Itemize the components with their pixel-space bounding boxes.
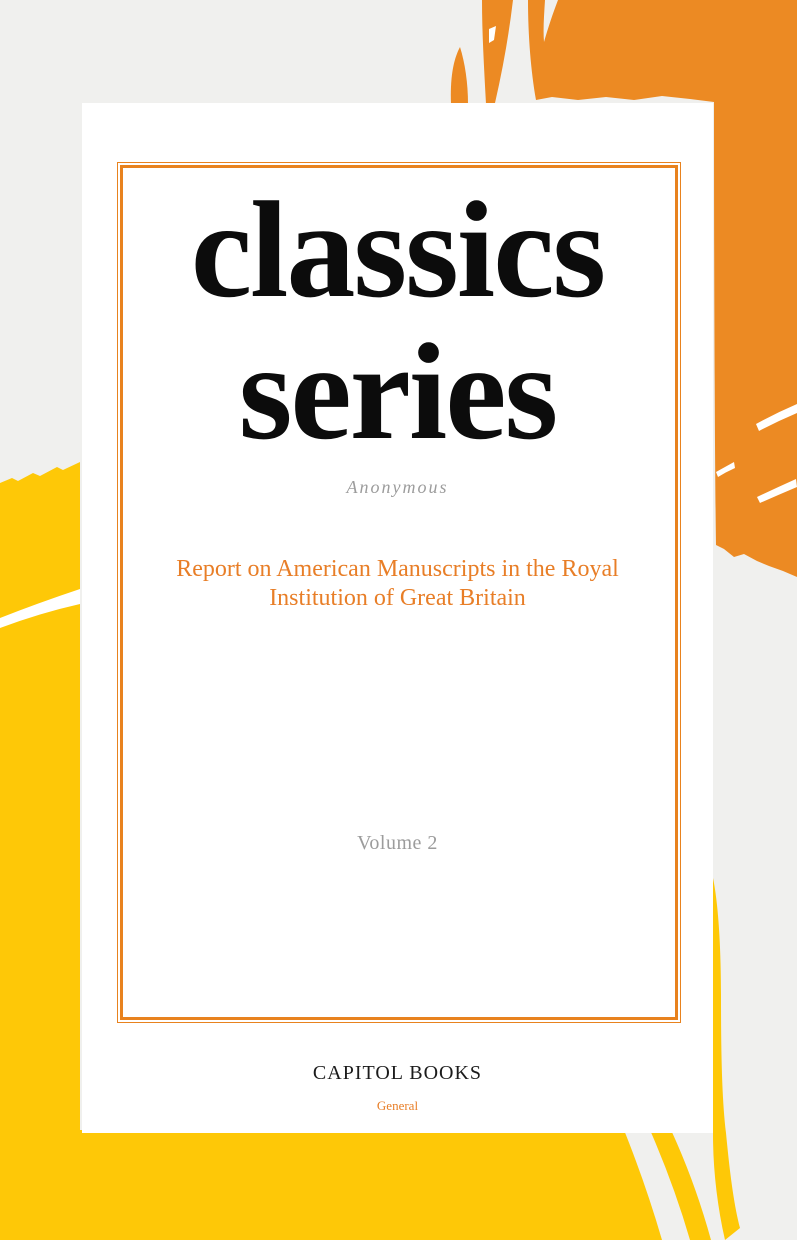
series-title (82, 173, 713, 468)
yellow-brush-stroke-bottom (0, 1130, 662, 1240)
series-title-line2: series (238, 315, 557, 468)
cover-card (82, 103, 713, 1133)
book-title: Report on American Manuscripts in the Royal Institution of Great Britain (176, 556, 619, 611)
volume-label: Volume 2 (357, 832, 438, 854)
category-label: General (376, 1098, 419, 1113)
yellow-brush-stroke-left (0, 462, 80, 1240)
author-name: Anonymous (346, 477, 449, 497)
publisher-name: CAPITOL BOOKS (312, 1062, 483, 1084)
series-title-line1: classics (190, 173, 605, 326)
